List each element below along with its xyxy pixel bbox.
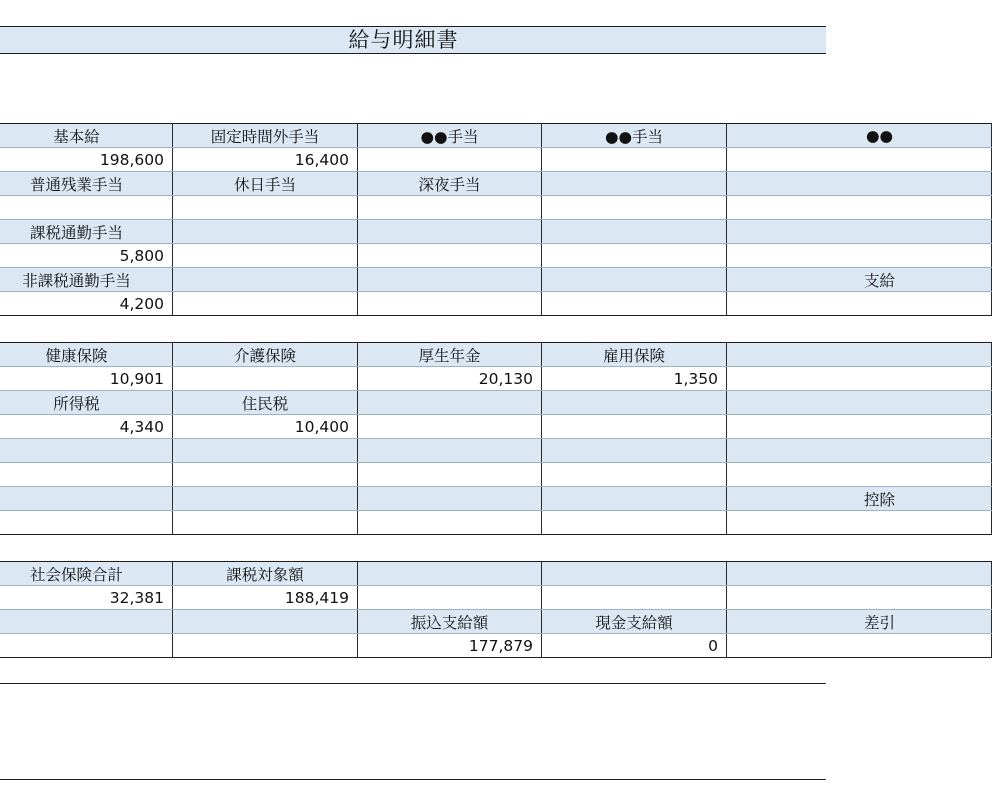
item-value: 177,879 (358, 634, 542, 658)
totals-label-row (0, 610, 992, 634)
item-label (173, 439, 358, 463)
item-label: 固定時間外手当 (173, 124, 358, 148)
item-label (727, 220, 992, 244)
item-value (727, 196, 992, 220)
item-label: 社会保険合計 (0, 562, 173, 586)
payments-value-row (0, 292, 992, 316)
item-label (542, 391, 727, 415)
item-label: 雇用保険 (542, 343, 727, 367)
item-label: 支給 (727, 268, 992, 292)
item-value: 1,350 (542, 367, 727, 391)
item-value: 188,419 (173, 586, 358, 610)
item-value (0, 463, 173, 487)
item-value: 5,800 (0, 244, 173, 268)
item-value (358, 586, 542, 610)
item-label: 住民税 (173, 391, 358, 415)
item-label (727, 562, 992, 586)
item-value: 198,600 (0, 148, 173, 172)
item-value (173, 367, 358, 391)
item-label (542, 439, 727, 463)
deductions-value-row (0, 511, 992, 535)
item-value (0, 196, 173, 220)
totals-value-row (0, 586, 992, 610)
item-value (727, 463, 992, 487)
deductions-label-row (0, 343, 992, 367)
item-value (173, 634, 358, 658)
item-value (542, 244, 727, 268)
item-value: 4,340 (0, 415, 173, 439)
item-label: ●● (727, 124, 992, 148)
deductions-label-row (0, 391, 992, 415)
remarks-top-rule (0, 683, 826, 684)
item-label (0, 439, 173, 463)
item-label (173, 268, 358, 292)
payments-label-row (0, 124, 992, 148)
item-value: 10,901 (0, 367, 173, 391)
item-label (173, 220, 358, 244)
item-value (542, 463, 727, 487)
item-label: 課税対象額 (173, 562, 358, 586)
document-title: 給与明細書 (348, 28, 459, 52)
totals-value-row (0, 634, 992, 658)
item-label (0, 487, 173, 511)
totals-label-row (0, 562, 992, 586)
item-value (173, 511, 358, 535)
item-label (727, 391, 992, 415)
item-value (542, 196, 727, 220)
item-value (727, 148, 992, 172)
item-label (358, 220, 542, 244)
item-value (358, 415, 542, 439)
item-value (542, 415, 727, 439)
item-label (173, 610, 358, 634)
item-label (542, 268, 727, 292)
item-label: 振込支給額 (358, 610, 542, 634)
item-value (542, 511, 727, 535)
item-label: 課税通勤手当 (0, 220, 173, 244)
deductions-value-row (0, 415, 992, 439)
deductions-value-row (0, 463, 992, 487)
totals-table (0, 561, 992, 658)
item-label (358, 439, 542, 463)
item-value (358, 511, 542, 535)
item-label (173, 487, 358, 511)
item-label (358, 391, 542, 415)
item-value (358, 196, 542, 220)
payments-label-row (0, 172, 992, 196)
payments-value-row (0, 148, 992, 172)
item-label: 普通残業手当 (0, 172, 173, 196)
payments-value-row (0, 244, 992, 268)
item-value (358, 292, 542, 316)
item-value (173, 196, 358, 220)
item-label: 現金支給額 (542, 610, 727, 634)
deductions-table (0, 342, 992, 535)
item-value (727, 367, 992, 391)
item-value (542, 586, 727, 610)
payments-value-row (0, 196, 992, 220)
payments-table (0, 123, 992, 316)
remarks-bottom-rule (0, 779, 826, 780)
item-label: ●●手当 (542, 124, 727, 148)
item-label: 休日手当 (173, 172, 358, 196)
item-label (542, 172, 727, 196)
deductions-label-row (0, 439, 992, 463)
item-label: 差引 (727, 610, 992, 634)
item-label (358, 487, 542, 511)
payments-label-row (0, 268, 992, 292)
item-label (0, 610, 173, 634)
item-label: 控除 (727, 487, 992, 511)
item-value (727, 586, 992, 610)
item-label: 健康保険 (0, 343, 173, 367)
item-value (542, 292, 727, 316)
item-value (727, 292, 992, 316)
item-label (542, 487, 727, 511)
item-value (173, 244, 358, 268)
deductions-value-row (0, 367, 992, 391)
item-value (542, 148, 727, 172)
item-value (0, 511, 173, 535)
item-value: 4,200 (0, 292, 173, 316)
item-value: 16,400 (173, 148, 358, 172)
item-label: 基本給 (0, 124, 173, 148)
item-label: 所得税 (0, 391, 173, 415)
item-label: 介護保険 (173, 343, 358, 367)
item-value (727, 415, 992, 439)
payments-label-row (0, 220, 992, 244)
item-value (173, 463, 358, 487)
item-value: 20,130 (358, 367, 542, 391)
item-value: 0 (542, 634, 727, 658)
item-value (727, 634, 992, 658)
item-value: 32,381 (0, 586, 173, 610)
item-value (727, 244, 992, 268)
item-label (727, 343, 992, 367)
item-value (173, 292, 358, 316)
item-label (542, 562, 727, 586)
item-label (358, 562, 542, 586)
item-label: 非課税通勤手当 (0, 268, 173, 292)
item-label (727, 439, 992, 463)
item-value (358, 463, 542, 487)
item-label (727, 172, 992, 196)
item-label: 厚生年金 (358, 343, 542, 367)
item-label (358, 268, 542, 292)
item-label: 深夜手当 (358, 172, 542, 196)
item-value (727, 511, 992, 535)
item-label (542, 220, 727, 244)
item-value (358, 244, 542, 268)
item-value (0, 634, 173, 658)
item-label: ●●手当 (358, 124, 542, 148)
item-value (358, 148, 542, 172)
item-value: 10,400 (173, 415, 358, 439)
deductions-label-row (0, 487, 992, 511)
